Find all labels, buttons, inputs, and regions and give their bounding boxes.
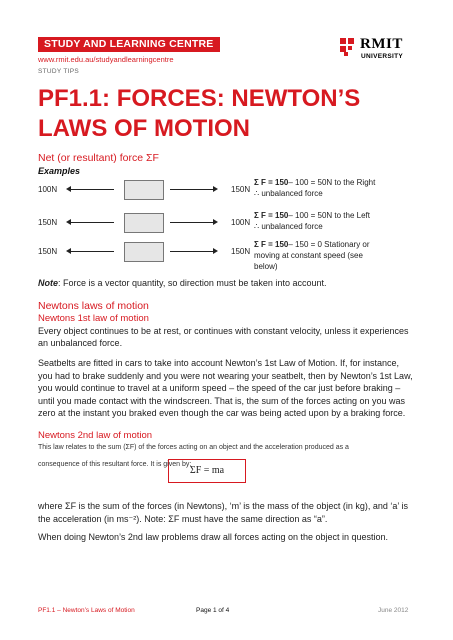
calc-text [254, 177, 434, 199]
footer-date: June 2012 [378, 607, 409, 614]
calc-line3: below) [254, 262, 278, 271]
calc-line2: ∴ unbalanced force [254, 222, 323, 231]
left-arrow-icon [70, 189, 114, 190]
centre-banner: STUDY AND LEARNING CENTRE [38, 37, 220, 52]
object-box [124, 180, 164, 200]
vector-note [38, 278, 326, 288]
left-force: 100N [38, 185, 58, 194]
first-law-heading: Newtons 1st law of motion [38, 313, 149, 324]
calc-rest: – 100 = 50N to the Right [288, 178, 376, 187]
right-arrow-icon [170, 222, 214, 223]
calc-text [254, 210, 434, 232]
right-arrow-icon [170, 189, 214, 190]
first-law-line2: an unbalanced force. [38, 338, 123, 348]
object-box [124, 242, 164, 262]
calc-line2: moving at constant speed (see [254, 251, 363, 260]
centre-url[interactable]: www.rmit.edu.au/studyandlearningcentre [38, 55, 174, 64]
rmit-logo-icon [338, 36, 358, 58]
seatbelt-paragraph: Seatbelts are fitted in cars to take into account Newton’s 1st Law of Motion. If, for instance, you had to brake suddenly and you were not wearing your seatbelt, then by Newton’s 1st Law, you would continue to travel at a uniform speed – the speed of the car just before braking – until you made contact with the windscreen. That is, the sum of the forces acting on you was zero at the instant you braked even though the car was being acted upon by a braking force. [38, 358, 413, 418]
right-force: 150N [231, 185, 251, 194]
calc-line2: ∴ unbalanced force [254, 189, 323, 198]
calc-bold: Σ F = 150 [254, 240, 289, 249]
right-force: 150N [231, 247, 251, 256]
left-force: 150N [38, 218, 58, 227]
newtons-laws-heading: Newtons laws of motion [38, 300, 149, 312]
second-law-line2: consequence of this resultant force. It is given by: [38, 461, 192, 468]
where-paragraph: where ΣF is the sum of the forces (in Newtons), ‘m’ is the mass of the object (in kg), and ‘a’ is the acceleration (in ms⁻²). Note: ΣF must have the same direction as “a”. [38, 501, 409, 524]
example-row [38, 240, 438, 277]
right-arrow-icon [170, 251, 214, 252]
note-label: Note [38, 278, 58, 288]
formula-box: ΣF = ma [168, 459, 246, 483]
last-paragraph: When doing Newton’s 2nd law problems draw all forces acting on the object in question. [38, 532, 389, 542]
logo-text: RMIT [360, 36, 403, 52]
note-text: : Force is a vector quantity, so direction must be taken into account. [58, 278, 327, 288]
left-arrow-icon [70, 251, 114, 252]
calc-bold: Σ F = 150 [254, 178, 289, 187]
right-force: 100N [231, 218, 251, 227]
footer-page-number: Page 1 of 4 [196, 607, 230, 614]
calc-rest: – 150 = 0 Stationary or [288, 240, 370, 249]
calc-bold: Σ F = 150 [254, 211, 289, 220]
calc-text [254, 239, 434, 272]
second-law-heading: Newtons 2nd law of motion [38, 430, 153, 441]
left-arrow-icon [70, 222, 114, 223]
logo-subtext: UNIVERSITY [361, 53, 404, 60]
net-force-heading: Net (or resultant) force ΣF [38, 152, 159, 164]
study-tips-label: STUDY TIPS [38, 68, 80, 75]
examples-label: Examples [38, 166, 81, 176]
first-law-line1: Every object continues to be at rest, or continues with constant velocity, unless it experiences [38, 326, 409, 336]
footer-title: PF1.1 – Newton’s Laws of Motion [38, 607, 135, 614]
rmit-logo [338, 36, 418, 66]
second-law-line1: This law relates to the sum (ΣF) of the forces acting on an object and the acceleration produced as a [38, 444, 349, 451]
calc-rest: – 100 = 50N to the Left [288, 211, 370, 220]
object-box [124, 213, 164, 233]
left-force: 150N [38, 247, 58, 256]
page-title: PF1.1: FORCES: NEWTON’S LAWS OF MOTION [38, 85, 361, 142]
